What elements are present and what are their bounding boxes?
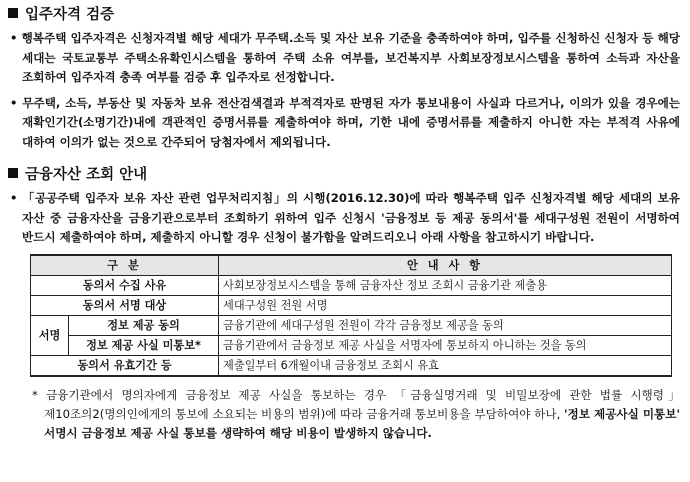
table-row <box>31 295 672 315</box>
row-label-consent: 정보 제공 동의 <box>69 315 219 335</box>
row-value-purpose: 사회보장정보시스템을 통해 금융자산 정보 조회시 금융기관 제출용 <box>219 275 672 295</box>
section-title-financial <box>8 165 680 185</box>
table-row <box>31 355 672 376</box>
footnote-bold: '정보 제공사실 미통보' 서명시 금융정보 제공 사실 통보를 생략하여 해당 비용이 발생하지 않습니다. <box>44 406 681 440</box>
table-row <box>31 315 672 335</box>
footnote <box>32 386 680 443</box>
table-header-guidance: 안 내 사 항 <box>219 255 672 276</box>
row-label-purpose: 동의서 수집 사유 <box>31 275 219 295</box>
row-value-validity: 제출일부터 6개월이내 금융정보 조회시 유효 <box>219 355 672 376</box>
table-row <box>31 275 672 295</box>
table-header-row <box>31 255 672 276</box>
row-value-target: 세대구성원 전원 서명 <box>219 295 672 315</box>
row-label-validity: 동의서 유효기간 등 <box>31 355 219 376</box>
footnote-plain: * 금융기관에서 명의자에게 금융정보 제공 사실을 통보하는 경우 「금융실명거래 및 비밀보장에 관한 법률 시행령」제10조의2(명의인에게의 통보에 소요되는 비용의 범위)에 따라 금융거래 통보비용을 부담하여야 하나, <box>32 387 680 421</box>
square-bullet-icon <box>8 168 18 178</box>
row-value-consent: 금융기관에 세대구성원 전원이 각각 금융정보 제공을 동의 <box>219 315 672 335</box>
consent-info-table <box>30 254 672 377</box>
row-label-sign: 서명 <box>31 315 69 355</box>
eligibility-paragraph-2: • 무주택, 소득, 부동산 및 자동차 보유 전산검색결과 부적격자로 판명된 자가 통보내용이 사실과 다르거나, 이의가 있을 경우에는 재확인기간(소명기간)내에 객관적인 증명서류를 제출하여야 하며, 기한 내에 증명서류를 제출하지 아니한 자는 부적격 사유에 대하여 이의가 없는 것으로 간주되어 당첨자에서 제외됩니다. <box>10 95 680 149</box>
section-title-eligibility <box>8 5 680 25</box>
row-value-nonnotice: 금융기관에서 금융정보 제공 사실을 서명자에 통보하지 아니하는 것을 동의 <box>219 335 672 355</box>
row-label-target: 동의서 서명 대상 <box>31 295 219 315</box>
square-bullet-icon <box>8 8 18 18</box>
table-row <box>31 335 672 355</box>
table-header-category: 구 분 <box>31 255 219 276</box>
eligibility-paragraph-1: • 행복주택 입주자격은 신청자격별 해당 세대가 무주택.소득 및 자산 보유 기준을 충족하여야 하며, 입주를 신청하신 신청자 등 해당 세대는 국토교통부 주택소유확인시스템을 통하여 주택 소유 여부를, 보건복지부 사회보장정보시스템을 통하여 소득과 자산을 조회하여 입주자격 충족 여부를 검증 후 입주자로 선정합니다. <box>10 31 680 84</box>
section-title-text: 금융자산 조회 안내 <box>25 167 148 183</box>
row-label-nonnotice: 정보 제공 사실 미통보* <box>69 335 219 355</box>
section-title-text: 입주자격 검증 <box>25 7 115 23</box>
financial-paragraph: • 「공공주택 입주자 보유 자산 관련 업무처리지침」의 시행(2016.12.30)에 따라 행복주택 입주 신청자격별 해당 세대의 보유 자산 중 금융자산을 금융기관으로부터 조회하기 위하여 입주 신청시 '금융정보 등 제공 동의서'를 세대구성원 전원이 서명하여 반드시 제출하여야 하며, 제출하지 아니할 경우 신청이 불가함을 알려드리오니 아래 사항을 참고하시기 바랍니다. <box>10 191 680 244</box>
